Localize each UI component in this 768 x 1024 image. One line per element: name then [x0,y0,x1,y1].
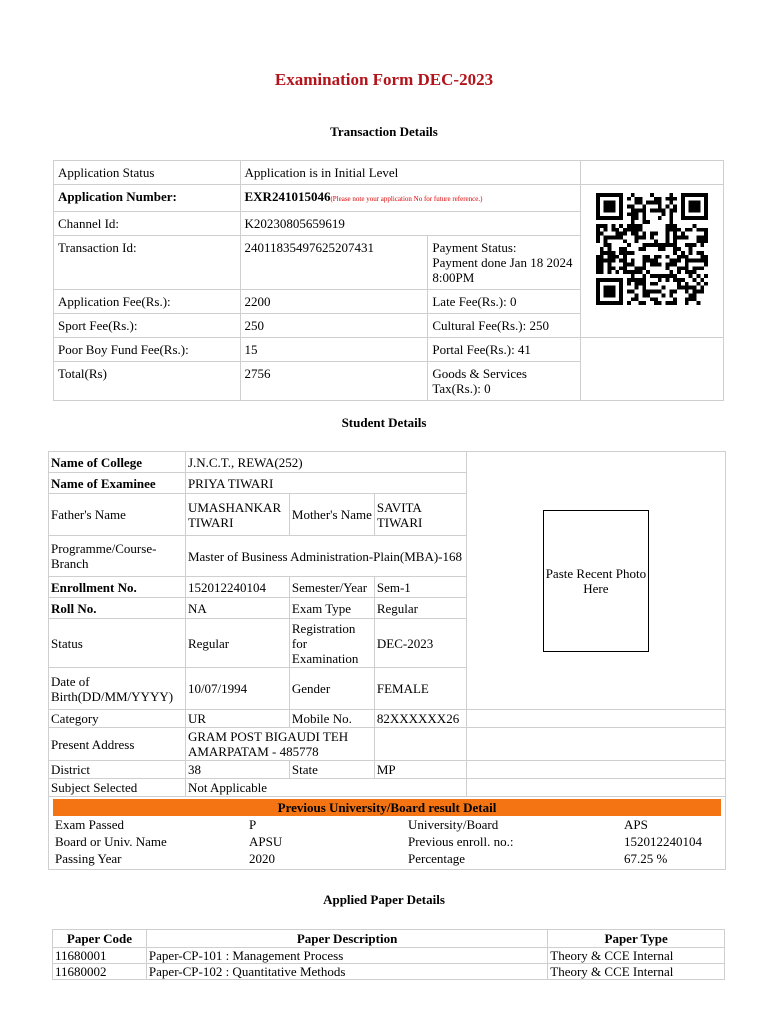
total-label: Total(Rs) [54,362,241,401]
semester-label: Semester/Year [289,577,374,598]
examtype-label: Exam Type [289,598,374,619]
examinee-value: PRIYA TIWARI [185,473,466,494]
subject-value: Not Applicable [185,779,466,797]
transaction-heading: Transaction Details [330,124,438,139]
poor-fund-value: 15 [240,338,428,362]
paper-code: 11680002 [53,964,147,980]
qr-code-icon [593,193,711,305]
txn-value: 24011835497625207431 [240,236,428,290]
exam-passed-value: P [249,817,257,832]
app-number-label: Application Number: [54,185,241,212]
status-label: Status [49,619,186,668]
father-value: UMASHANKAR TIWARI [185,494,289,536]
passing-year-value: 2020 [249,851,275,866]
sport-fee-value: 250 [240,314,428,338]
portal-fee: Portal Fee(Rs.): 41 [428,338,581,362]
examtype-value: Regular [374,598,466,619]
exam-passed-label: Exam Passed [55,817,124,832]
poor-fund-label: Poor Boy Fund Fee(Rs.): [54,338,241,362]
channel-value: K20230805659619 [240,212,581,236]
app-fee-label: Application Fee(Rs.): [54,290,241,314]
mobile-value: 82XXXXXX26 [374,710,466,728]
previous-result-section [49,797,726,870]
total-value: 2756 [240,362,428,401]
transaction-table [53,160,724,401]
paper-type: Theory & CCE Internal [548,948,725,964]
status-value: Regular [185,619,289,668]
subject-label: Subject Selected [49,779,186,797]
app-status-value: Application is in Initial Level [240,161,581,185]
paper-description: Paper-CP-102 : Quantitative Methods [146,964,547,980]
district-label: District [49,761,186,779]
photo-placeholder: Paste Recent Photo Here [543,510,649,652]
app-number-value: EXR241015046 [244,189,331,204]
mobile-label: Mobile No. [289,710,374,728]
sport-fee-label: Sport Fee(Rs.): [54,314,241,338]
address-label: Present Address [49,728,186,761]
col-paper-type: Paper Type [548,930,725,948]
reg-label: Registration for Examination [289,619,374,668]
paper-type: Theory & CCE Internal [548,964,725,980]
app-number-cell [240,185,581,212]
cultural-fee: Cultural Fee(Rs.): 250 [428,314,581,338]
univ-board-value: APS [624,817,648,832]
payment-status: Payment Status: Payment done Jan 18 2024 8:00PM [428,236,581,290]
mother-label: Mother's Name [289,494,374,536]
prev-enroll-label: Previous enroll. no.: [408,834,514,849]
category-value: UR [185,710,289,728]
address-value: GRAM POST BIGAUDI TEH AMARPATAM - 485778 [185,728,374,761]
prev-enroll-value: 152012240104 [624,834,702,849]
late-fee: Late Fee(Rs.): 0 [428,290,581,314]
college-value: J.N.C.T., REWA(252) [185,452,466,473]
channel-label: Channel Id: [54,212,241,236]
passing-year-label: Passing Year [55,851,122,866]
table-row [53,964,725,980]
univ-board-label: University/Board [408,817,499,832]
dob-value: 10/07/1994 [185,668,289,710]
district-value: 38 [185,761,289,779]
page-title: Examination Form DEC-2023 [274,70,494,89]
gender-value: FEMALE [374,668,466,710]
previous-result-table [53,816,721,867]
college-label: Name of College [49,452,186,473]
board-name-label: Board or Univ. Name [55,834,167,849]
enroll-label: Enrollment No. [49,577,186,598]
previous-result-heading: Previous University/Board result Detail [53,799,721,816]
app-number-note: (Please note your application No for future reference.) [330,195,483,203]
category-label: Category [49,710,186,728]
board-name-value: APSU [249,834,283,849]
state-label: State [289,761,374,779]
papers-heading: Applied Paper Details [323,892,445,907]
mother-value: SAVITA TIWARI [374,494,466,536]
roll-label: Roll No. [49,598,186,619]
semester-value: Sem-1 [374,577,466,598]
dob-label: Date of Birth(DD/MM/YYYY) [49,668,186,710]
app-fee-value: 2200 [240,290,428,314]
col-paper-desc: Paper Description [146,930,547,948]
papers-table [52,929,725,980]
photo-cell [466,452,725,710]
table-row [53,948,725,964]
state-value: MP [374,761,466,779]
col-paper-code: Paper Code [53,930,147,948]
percentage-label: Percentage [408,851,466,866]
reg-value: DEC-2023 [374,619,466,668]
examinee-label: Name of Examinee [49,473,186,494]
father-label: Father's Name [49,494,186,536]
txn-label: Transaction Id: [54,236,241,290]
paper-description: Paper-CP-101 : Management Process [146,948,547,964]
student-table [48,451,726,870]
qr-cell [581,185,724,338]
paper-code: 11680001 [53,948,147,964]
programme-label: Programme/Course-Branch [49,536,186,577]
app-status-label: Application Status [54,161,241,185]
programme-value: Master of Business Administration-Plain(MBA)-168 [185,536,466,577]
roll-value: NA [185,598,289,619]
gender-label: Gender [289,668,374,710]
enroll-value: 152012240104 [185,577,289,598]
percentage-value: 67.25 % [624,851,668,866]
student-heading: Student Details [341,415,427,430]
gst: Goods & Services Tax(Rs.): 0 [428,362,581,401]
